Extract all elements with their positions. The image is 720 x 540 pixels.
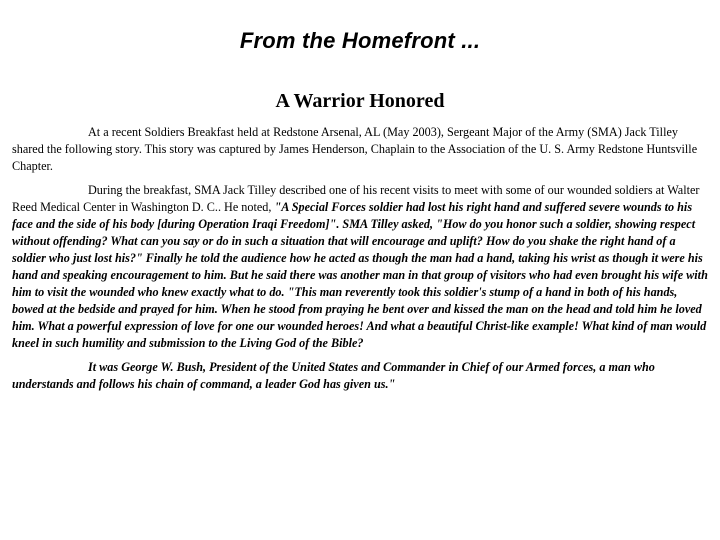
story-emphasis-text: "A Special Forces soldier had lost his right hand and suffered severe wounds to his face and the side of his body [during Operation Iraqi Freedom]". SMA Tilley asked, "How do you honor such a soldier, showing respect without offending? What can you say or do in such a situation that will encourage and uplift? How do you shake the right hand of a soldier who just lost his?" Finally he told the audience how he acted as though the man had a hand, taking his wrist as though it were his hand and speaking encouragement to him. But he said there was another man in that group of visitors who had even brought his wife with him to visit the wounded who knew exactly what to do. "This man reverently took this soldier's stump of a hand in both of his hands, bowed at the bedside and prayed for him. When he stood from praying he bent over and kissed the man on the head and told him he loved him. What a powerful expression of love for one our wounded heroes! And what a beautiful Christ-like example! What kind of man would kneel in such humility and submission to the Living God of the Bible? bbox=[12, 200, 708, 350]
article-title bbox=[0, 90, 720, 113]
article-paragraph-intro: At a recent Soldiers Breakfast held at Redstone Arsenal, AL (May 2003), Sergeant Major of the Army (SMA) Jack Tilley shared the following story. This story was captured by James Henderson, Chaplain to the Association of the U. S. Army Redstone Huntsville Chapter. bbox=[12, 125, 698, 173]
article-paragraph-story bbox=[12, 182, 712, 352]
article-body bbox=[12, 124, 712, 400]
story-plain-text: During the breakfast, SMA Jack Tilley described one of his recent visits to meet with some of our wounded soldiers at Walter Reed Medical Center in Washington D. C.. He noted, bbox=[12, 183, 700, 214]
article-paragraph-conclusion: It was George W. Bush, President of the United States and Commander in Chief of our Armed forces, a man who understands and follows his chain of command, a leader God has given us." bbox=[12, 360, 655, 391]
article-title-text: A Warrior Honored bbox=[275, 90, 445, 112]
slide-title: From the Homefront ... bbox=[239, 28, 481, 53]
